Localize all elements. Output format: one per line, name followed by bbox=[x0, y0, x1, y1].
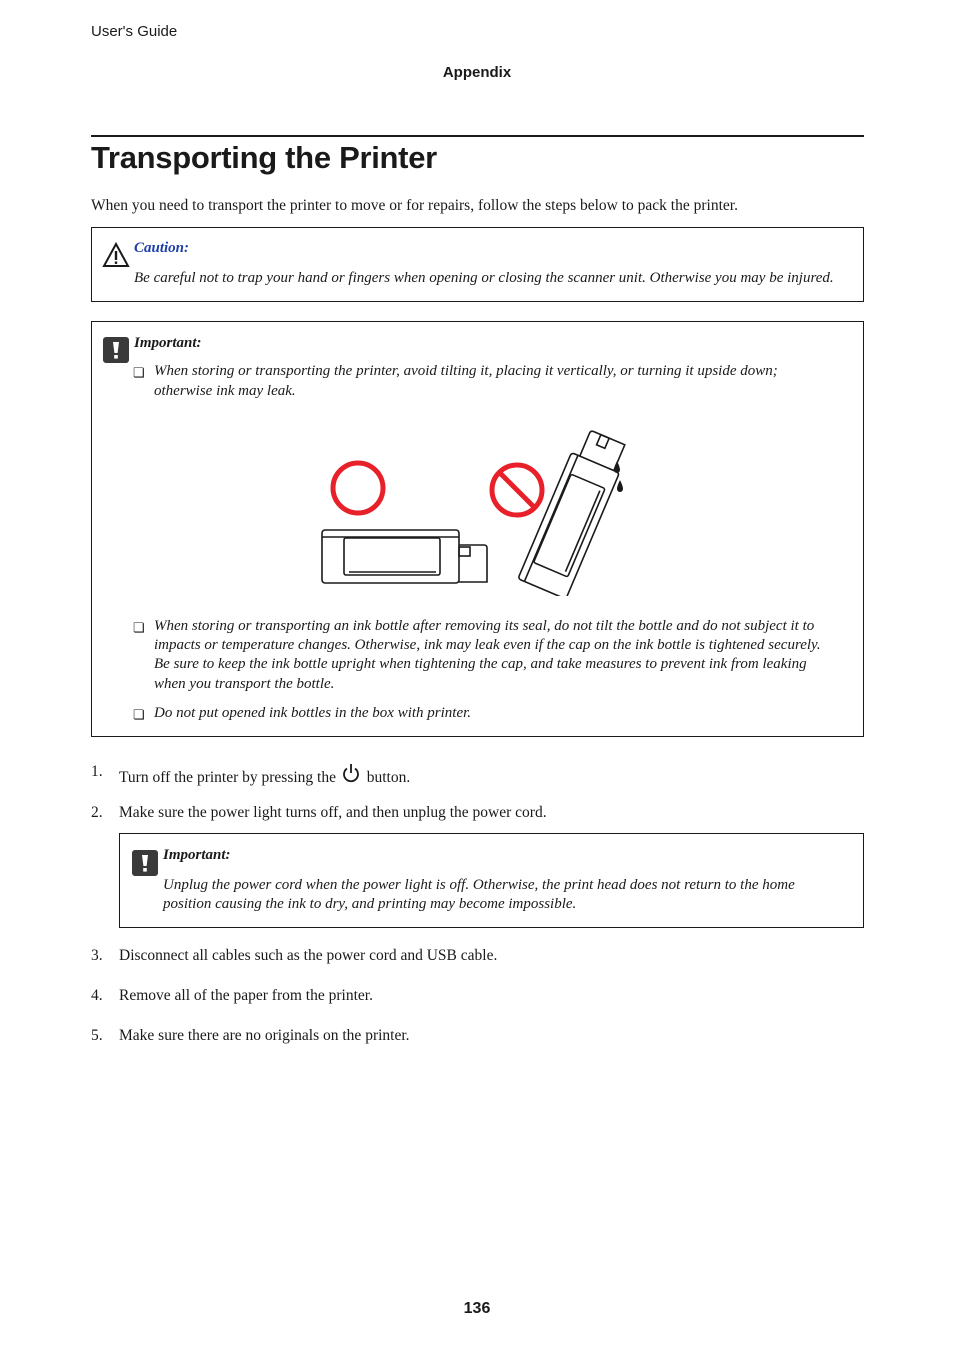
running-header-guide: User's Guide bbox=[91, 23, 178, 40]
caution-box bbox=[91, 227, 864, 302]
step-1-text-after: button. bbox=[366, 769, 411, 786]
important-item-2-line-4: when you transport the bottle. bbox=[154, 676, 335, 692]
page-number: 136 bbox=[463, 1300, 491, 1317]
important-box-2 bbox=[119, 833, 864, 928]
important-2-line-1: Unplug the power cord when the power light is off. Otherwise, the print head does not return to the home bbox=[163, 877, 795, 893]
important-box-1 bbox=[91, 321, 864, 737]
warning-triangle-icon bbox=[102, 242, 130, 268]
printer-horizontal-icon bbox=[322, 530, 487, 583]
bullet-checkbox-icon: ❏ bbox=[133, 620, 145, 635]
ink-drop-icon bbox=[614, 461, 620, 473]
step-5-number: 5. bbox=[91, 1027, 103, 1044]
exclamation-icon bbox=[132, 850, 158, 876]
important-item-2-line-2: impacts or temperature changes. Otherwise, ink may leak even if the cap on the ink bottle is tightened securely. bbox=[154, 637, 821, 653]
important-2-line-2: position causing the ink to dry, and printing may become impossible. bbox=[163, 896, 577, 912]
step-5-text: Make sure there are no originals on the printer. bbox=[119, 1027, 410, 1044]
step-4-text: Remove all of the paper from the printer. bbox=[119, 987, 373, 1004]
caution-label: Caution: bbox=[134, 240, 190, 256]
step-2-number: 2. bbox=[91, 804, 103, 821]
caution-text: Be careful not to trap your hand or fingers when opening or closing the scanner unit. Otherwise you may be injured. bbox=[134, 270, 834, 286]
intro-paragraph: When you need to transport the printer to move or for repairs, follow the steps below to pack the printer. bbox=[91, 197, 738, 214]
title-rule bbox=[91, 135, 864, 137]
step-1-text-before: Turn off the printer by pressing the bbox=[119, 769, 336, 786]
ink-drop-icon bbox=[617, 480, 623, 492]
bullet-checkbox-icon: ❏ bbox=[133, 707, 145, 722]
important-label: Important: bbox=[134, 335, 202, 351]
exclamation-icon bbox=[103, 337, 129, 363]
important-item-2-line-1: When storing or transporting an ink bottle after removing its seal, do not tilt the bottle and do not subject it to bbox=[154, 618, 815, 634]
important-item-2-line-3: Be sure to keep the ink bottle upright when tightening the cap, and take measures to prevent ink from leaking bbox=[154, 656, 807, 672]
page-title: Transporting the Printer bbox=[91, 140, 437, 175]
important-item-1-line-1: When storing or transporting the printer, avoid tilting it, placing it vertically, or turning it upside down; bbox=[154, 363, 778, 379]
step-3-text: Disconnect all cables such as the power cord and USB cable. bbox=[119, 947, 498, 964]
printer-orientation-illustration bbox=[312, 424, 642, 596]
power-icon bbox=[341, 763, 361, 785]
prohibited-icon bbox=[492, 465, 542, 515]
running-header-section: Appendix bbox=[442, 64, 512, 81]
step-1-number: 1. bbox=[91, 763, 103, 780]
bullet-checkbox-icon: ❏ bbox=[133, 365, 145, 380]
allowed-circle-icon bbox=[333, 463, 383, 513]
important-2-label: Important: bbox=[163, 847, 231, 863]
printer-tilted-icon bbox=[518, 427, 630, 596]
important-item-3: Do not put opened ink bottles in the box with printer. bbox=[154, 705, 472, 721]
step-2-text: Make sure the power light turns off, and then unplug the power cord. bbox=[119, 804, 547, 821]
step-3-number: 3. bbox=[91, 947, 103, 964]
step-4-number: 4. bbox=[91, 987, 103, 1004]
important-item-1-line-2: otherwise ink may leak. bbox=[154, 383, 296, 399]
step-1-text bbox=[119, 763, 410, 787]
